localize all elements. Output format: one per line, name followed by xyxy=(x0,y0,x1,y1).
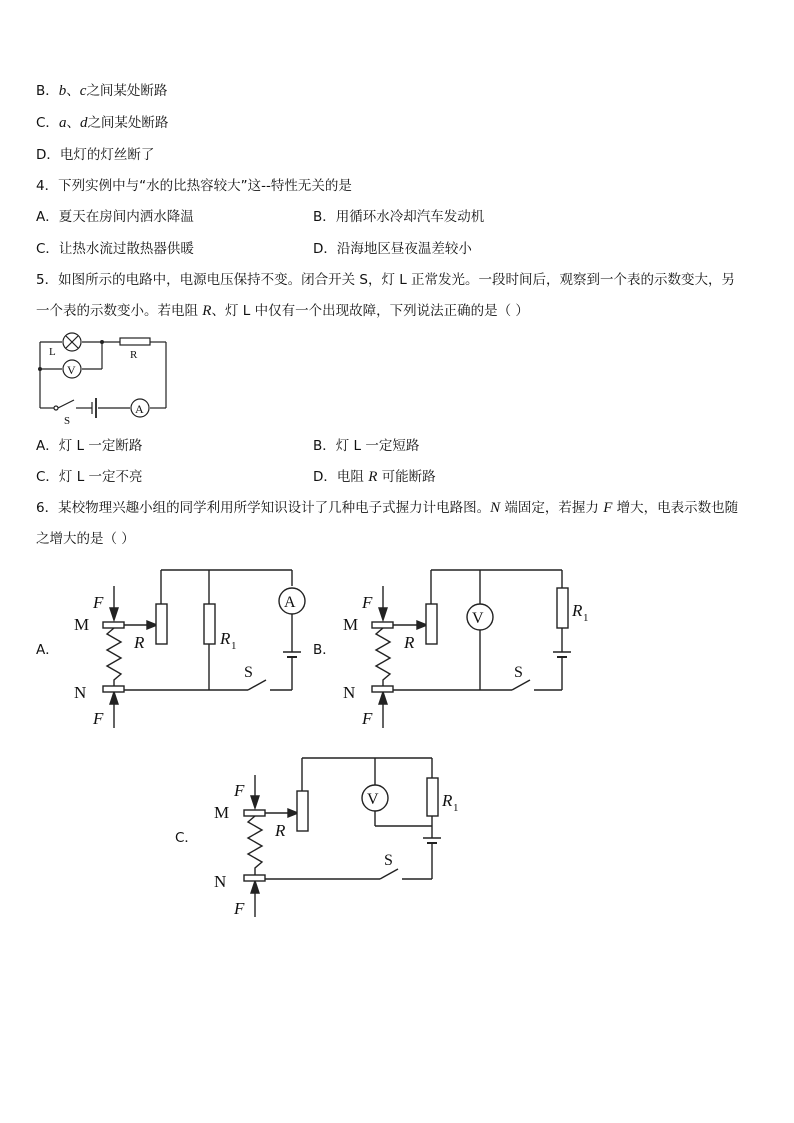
q6b-label-s: S xyxy=(514,664,523,681)
q6-option-b-label: B． xyxy=(313,642,336,658)
q5-stem-line1: 5．如图所示的电路中，电源电压保持不变。闭合开关 S，灯 L 正常发光。一段时间后，观察到一个表的示数变大，另 xyxy=(36,272,736,288)
q6a-label-r1: R xyxy=(220,629,231,648)
q6a-label-r1-sub: 1 xyxy=(231,640,237,652)
q5-label-r: R xyxy=(130,349,138,361)
q3-option-c: C．a、d之间某处断路 xyxy=(36,115,169,131)
q6b-label-f-top: F xyxy=(362,593,373,612)
q6a-label-n: N xyxy=(74,683,87,702)
q6c-label-f-top: F xyxy=(234,781,245,800)
q4-option-c: C．让热水流过散热器供暖 xyxy=(36,241,194,257)
q6b-label-n: N xyxy=(343,683,356,702)
q3-option-b: B．b、c之间某处断路 xyxy=(36,83,168,99)
q5-label-s: S xyxy=(64,415,71,427)
q4-stem: 4．下列实例中与“水的比热容较大”这--特性无关的是 xyxy=(36,178,352,194)
q6b-label-r: R xyxy=(404,633,415,652)
q5-label-a: A xyxy=(135,402,144,416)
q6b-label-voltmeter: V xyxy=(472,610,484,627)
q6a-label-r: R xyxy=(134,633,145,652)
q6a-label-m: M xyxy=(74,615,90,634)
q6-stem-line2: 之增大的是（ ） xyxy=(36,531,135,547)
q6c-label-n: N xyxy=(214,872,227,891)
q6b-label-m: M xyxy=(343,615,359,634)
q6c-label-s: S xyxy=(384,852,393,869)
q6c-label-r: R xyxy=(275,821,286,840)
q6a-label-ammeter: A xyxy=(284,594,296,611)
q6c-label-r1: R xyxy=(442,791,453,810)
q4-option-b: B．用循环水冷却汽车发动机 xyxy=(313,209,485,225)
q6-option-a-label: A． xyxy=(36,642,59,658)
q5-option-b: B．灯 L 一定短路 xyxy=(313,438,420,454)
q6b-label-r1: R xyxy=(572,601,583,620)
q5-label-l: L xyxy=(49,346,56,358)
q5-option-a: A．灯 L 一定断路 xyxy=(36,438,143,454)
q6c-label-m: M xyxy=(214,803,230,822)
q4-option-a: A．夏天在房间内洒水降温 xyxy=(36,209,194,225)
q5-option-c: C．灯 L 一定不亮 xyxy=(36,469,143,485)
q3-option-d: D．电灯的灯丝断了 xyxy=(36,147,155,163)
q6c-label-voltmeter: V xyxy=(367,791,379,808)
q6-stem-line1: 6．某校物理兴趣小组的同学利用所学知识设计了几种电子式握力计电路图。N 端固定，若握力 F 增大，电表示数也随 xyxy=(36,500,739,516)
q6a-label-f-top: F xyxy=(93,593,104,612)
q6c-label-f-bottom: F xyxy=(234,899,245,918)
q5-label-v: V xyxy=(67,363,76,377)
q4-option-d: D．沿海地区昼夜温差较小 xyxy=(313,241,472,257)
q6a-label-f-bottom: F xyxy=(93,709,104,728)
q6b-label-f-bottom: F xyxy=(362,709,373,728)
q6b-label-r1-sub: 1 xyxy=(583,612,589,624)
q5-option-d: D．电阻 R 可能断路 xyxy=(313,469,436,485)
q5-stem-line2: 一个表的示数变小。若电阻 R、灯 L 中仅有一个出现故障，下列说法正确的是（ ） xyxy=(36,303,529,319)
q6c-label-r1-sub: 1 xyxy=(453,802,459,814)
q6-option-c-label: C． xyxy=(175,830,198,846)
q6a-label-s: S xyxy=(244,664,253,681)
